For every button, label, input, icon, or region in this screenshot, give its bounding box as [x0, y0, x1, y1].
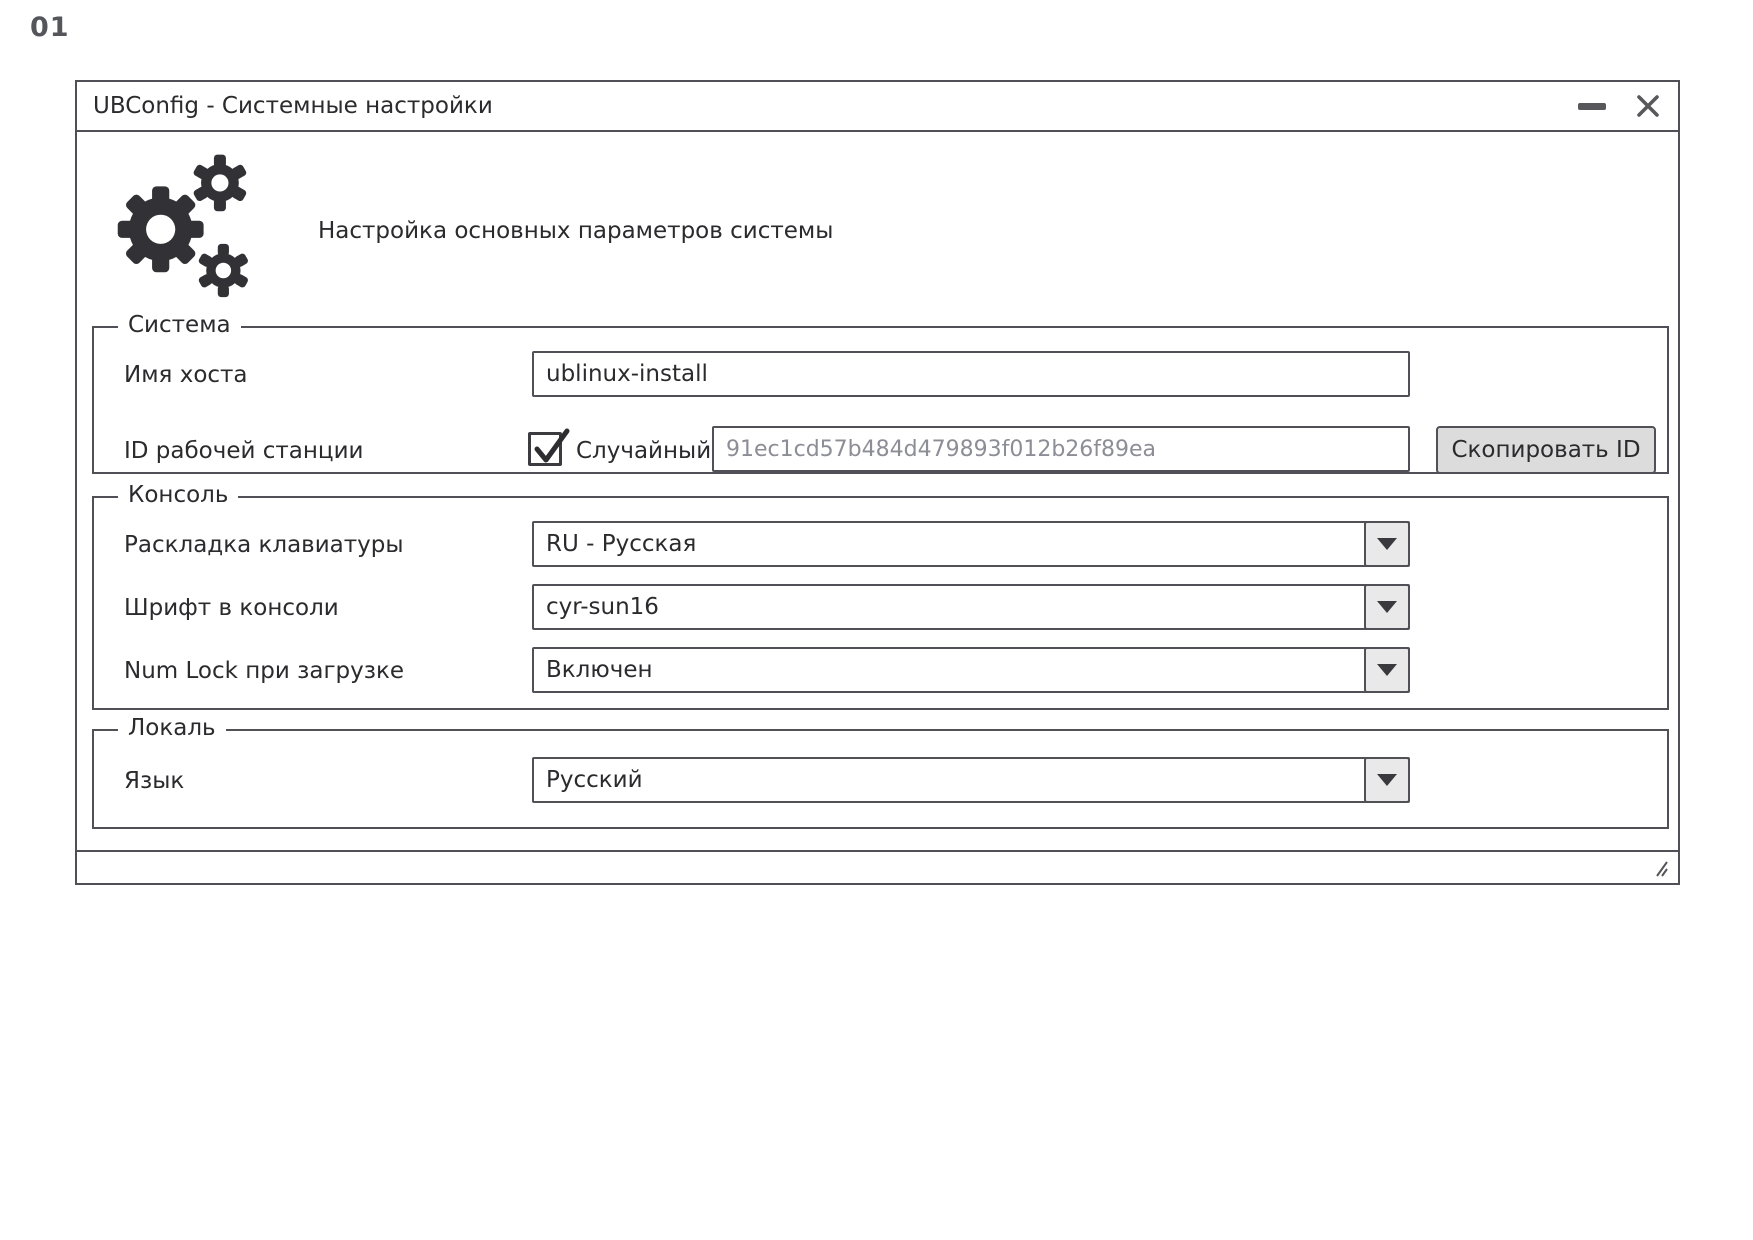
minimize-icon — [1578, 103, 1606, 110]
chevron-down-icon — [1377, 774, 1397, 786]
keyboard-layout-dropdown-button[interactable] — [1364, 521, 1410, 567]
section-locale-legend: Локаль — [118, 715, 226, 741]
numlock-select[interactable] — [532, 647, 1410, 693]
console-font-dropdown-button[interactable] — [1364, 584, 1410, 630]
resize-grip[interactable] — [1650, 858, 1670, 878]
ubconfig-window — [75, 80, 1680, 885]
language-select[interactable] — [532, 757, 1410, 803]
numlock-label: Num Lock при загрузке — [124, 658, 405, 684]
language-dropdown-button[interactable] — [1364, 757, 1410, 803]
hostname-label: Имя хоста — [124, 362, 248, 388]
hostname-input[interactable] — [532, 351, 1410, 397]
numlock-value: Включен — [546, 657, 653, 683]
page-number: 01 — [30, 12, 70, 43]
language-value: Русский — [546, 767, 643, 793]
checkmark-icon — [530, 425, 574, 469]
status-bar — [77, 850, 1678, 883]
chevron-down-icon — [1377, 538, 1397, 550]
window-title: UBConfig - Системные настройки — [93, 93, 493, 119]
console-font-value: cyr-sun16 — [546, 594, 659, 620]
dialog-description: Настройка основных параметров системы — [318, 218, 834, 244]
workstation-id-label: ID рабочей станции — [124, 438, 364, 464]
section-console — [92, 482, 1669, 710]
gears-icon — [107, 152, 259, 298]
keyboard-layout-select[interactable] — [532, 521, 1410, 567]
workstation-id-input[interactable] — [712, 426, 1410, 472]
section-system — [92, 312, 1669, 474]
minimize-button[interactable] — [1570, 82, 1614, 130]
random-id-checkbox[interactable] — [528, 432, 562, 466]
chevron-down-icon — [1377, 664, 1397, 676]
keyboard-layout-value: RU - Русская — [546, 531, 697, 557]
keyboard-layout-label: Раскладка клавиатуры — [124, 532, 404, 558]
copy-id-button[interactable]: Скопировать ID — [1436, 426, 1656, 474]
random-id-checkbox-label[interactable]: Случайный — [576, 438, 712, 464]
numlock-dropdown-button[interactable] — [1364, 647, 1410, 693]
close-button[interactable] — [1626, 82, 1670, 130]
section-locale — [92, 715, 1669, 829]
language-label: Язык — [124, 768, 185, 794]
section-console-legend: Консоль — [118, 482, 238, 508]
section-system-legend: Система — [118, 312, 241, 338]
chevron-down-icon — [1377, 601, 1397, 613]
console-font-select[interactable] — [532, 584, 1410, 630]
console-font-label: Шрифт в консоли — [124, 595, 339, 621]
close-icon — [1635, 93, 1661, 119]
titlebar — [77, 82, 1678, 132]
